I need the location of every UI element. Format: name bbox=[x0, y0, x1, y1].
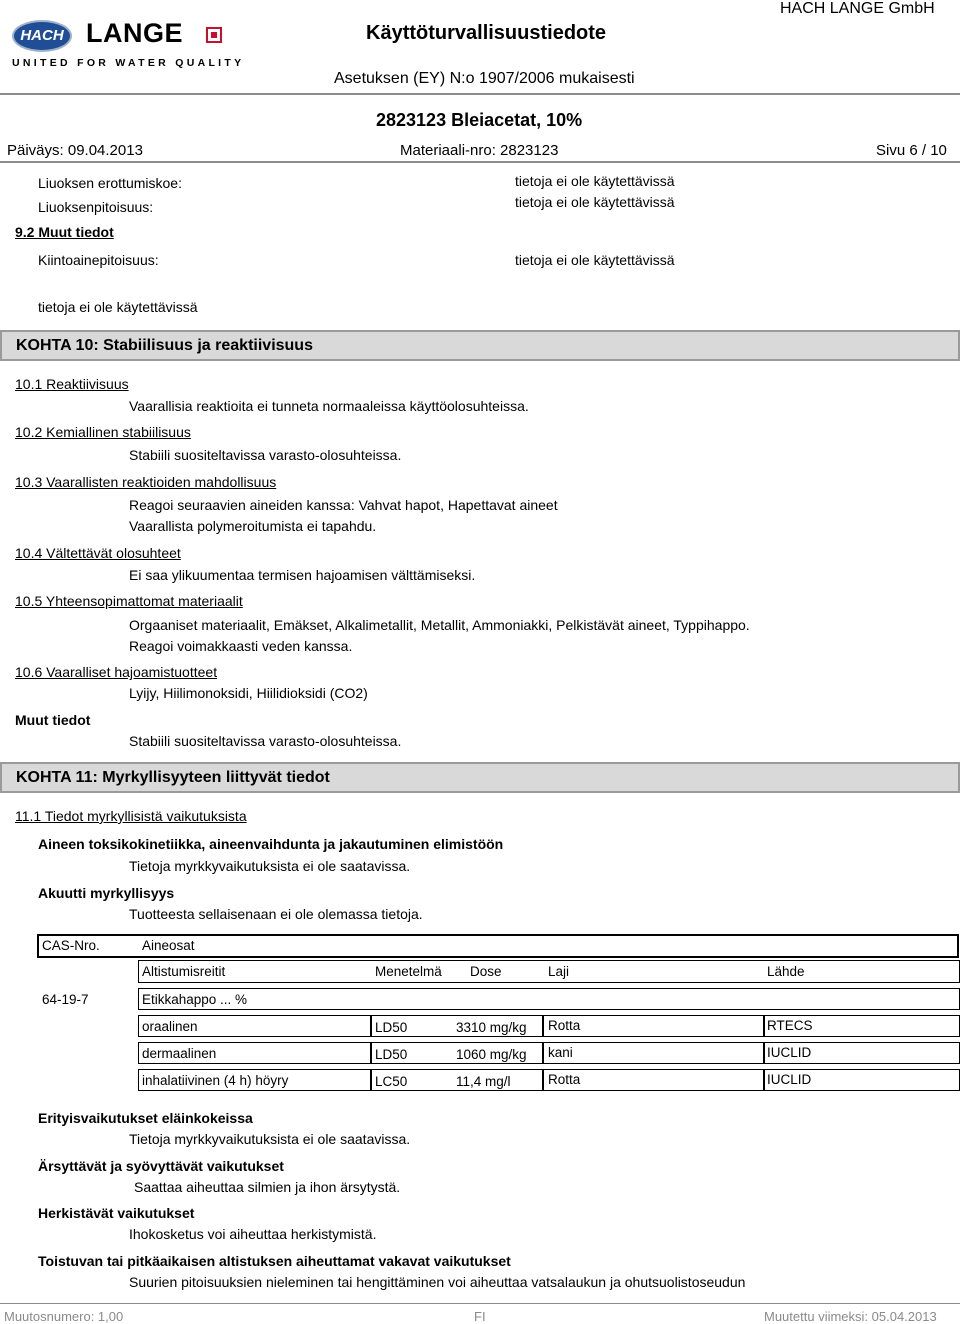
text-10-3a: Reagoi seuraavien aineiden kanssa: Vahvat hapot, Hapettavat aineet bbox=[129, 497, 558, 513]
hach-logo: HACH bbox=[12, 20, 72, 52]
text-10-1: Vaarallisia reaktioita ei tunneta normaaleissa käyttöolosuhteissa. bbox=[129, 398, 529, 414]
col-dose: Dose bbox=[470, 964, 502, 979]
lange-mark-icon bbox=[206, 27, 222, 43]
sensitizing-heading: Herkistävät vaikutukset bbox=[38, 1205, 195, 1221]
row2-species: kani bbox=[548, 1045, 573, 1060]
text-10-4: Ei saa ylikuumentaa termisen hajoamisen välttämiseksi. bbox=[129, 567, 476, 583]
special-effects-text: Tietoja myrkkyvaikutuksista ei ole saatavissa. bbox=[129, 1131, 411, 1147]
footer-divider bbox=[0, 1303, 960, 1304]
row1-dose: 3310 mg/kg bbox=[456, 1020, 527, 1035]
heading-10-2: 10.2 Kemiallinen stabiilisuus bbox=[15, 424, 191, 440]
regulation: Asetuksen (EY) N:o 1907/2006 mukaisesti bbox=[334, 70, 635, 87]
other-info-label: Muut tiedot bbox=[15, 712, 91, 728]
acute-text: Tuotteesta sellaisenaan ei ole olemassa tietoja. bbox=[129, 906, 423, 922]
row2-route: dermaalinen bbox=[142, 1046, 217, 1061]
special-effects-heading: Erityisvaikutukset eläinkokeissa bbox=[38, 1110, 253, 1126]
row1-method: LD50 bbox=[375, 1020, 408, 1035]
section11-title: KOHTA 11: Myrkyllisyyteen liittyvät tiedot bbox=[16, 769, 330, 786]
repeated-exposure-heading: Toistuvan tai pitkäaikaisen altistuksen aiheuttamat vakavat vaikutukset bbox=[38, 1253, 511, 1269]
row3-route: inhalatiivinen (4 h) höyry bbox=[142, 1073, 289, 1088]
heading-10-1: 10.1 Reaktiivisuus bbox=[15, 376, 129, 392]
date: Päiväys: 09.04.2013 bbox=[7, 142, 143, 159]
footer-revision: Muutosnumero: 1,00 bbox=[4, 1309, 124, 1324]
label-partition: Liuoksen erottumiskoe: bbox=[38, 175, 182, 191]
substance-border bbox=[138, 988, 960, 1010]
footer-language: FI bbox=[474, 1309, 486, 1324]
label-solution: Liuoksenpitoisuus: bbox=[38, 199, 154, 215]
document-title: Käyttöturvallisuustiedote bbox=[366, 22, 607, 44]
heading-10-3: 10.3 Vaarallisten reaktioiden mahdollisuus bbox=[15, 474, 277, 490]
row3-species: Rotta bbox=[548, 1072, 581, 1087]
heading-11-1: 11.1 Tiedot myrkyllisistä vaikutuksista bbox=[15, 808, 247, 824]
substance-value: Etikkahappo ... % bbox=[142, 992, 248, 1007]
page-number: Sivu 6 / 10 bbox=[876, 142, 947, 159]
col-substance: Aineosat bbox=[142, 938, 195, 953]
text-10-6: Lyijy, Hiilimonoksidi, Hiilidioksidi (CO2) bbox=[129, 685, 368, 701]
cas-value: 64-19-7 bbox=[42, 992, 89, 1007]
material-number: Materiaali-nro: 2823123 bbox=[400, 142, 559, 159]
acute-heading: Akuutti myrkyllisyys bbox=[38, 885, 175, 901]
value-solution: tietoja ei ole käytettävissä bbox=[515, 194, 675, 210]
text-10-5a: Orgaaniset materiaalit, Emäkset, Alkalimetallit, Metallit, Ammoniakki, Pelkistävät aineet, Typpihappo. bbox=[129, 617, 750, 633]
other-info-heading: 9.2 Muut tiedot bbox=[15, 224, 114, 240]
repeated-exposure-text: Suurien pitoisuuksien nieleminen tai hengittäminen voi aiheuttaa vatsalaukun ja ohutsuolistoseudun bbox=[129, 1274, 746, 1290]
toxicokinetics-heading: Aineen toksikokinetiikka, aineenvaihdunta ja jakautuminen elimistöön bbox=[38, 836, 504, 852]
table-cell-border bbox=[543, 1042, 764, 1064]
section9-note: tietoja ei ole käytettävissä bbox=[38, 299, 198, 315]
row3-source: IUCLID bbox=[767, 1072, 812, 1087]
heading-10-5: 10.5 Yhteensopimattomat materiaalit bbox=[15, 593, 243, 609]
text-10-3b: Vaarallista polymeroitumista ei tapahdu. bbox=[129, 518, 377, 534]
row2-source: IUCLID bbox=[767, 1045, 812, 1060]
row2-dose: 1060 mg/kg bbox=[456, 1047, 527, 1062]
label-solids: Kiintoainepitoisuus: bbox=[38, 252, 159, 268]
text-10-2: Stabiili suositeltavissa varasto-olosuhteissa. bbox=[129, 447, 402, 463]
company-name: HACH LANGE GmbH bbox=[780, 0, 935, 17]
product-name: 2823123 Bleiacetat, 10% bbox=[376, 110, 583, 130]
section10-bar bbox=[0, 330, 960, 361]
row1-source: RTECS bbox=[767, 1018, 813, 1033]
irritant-heading: Ärsyttävät ja syövyttävät vaikutukset bbox=[38, 1158, 284, 1174]
tagline: UNITED FOR WATER QUALITY bbox=[12, 57, 245, 69]
sensitizing-text: Ihokosketus voi aiheuttaa herkistymistä. bbox=[129, 1226, 377, 1242]
heading-10-4: 10.4 Vältettävät olosuhteet bbox=[15, 545, 181, 561]
text-10-5b: Reagoi voimakkaasti veden kanssa. bbox=[129, 638, 353, 654]
value-solids: tietoja ei ole käytettävissä bbox=[515, 252, 675, 268]
section10-title: KOHTA 10: Stabiilisuus ja reaktiivisuus bbox=[16, 337, 313, 354]
heading-10-6: 10.6 Vaaralliset hajoamistuotteet bbox=[15, 664, 218, 680]
col-species: Laji bbox=[548, 964, 570, 979]
col-source: Lähde bbox=[767, 964, 805, 979]
section11-bar bbox=[0, 762, 960, 793]
other-info-text: Stabiili suositeltavissa varasto-olosuhteissa. bbox=[129, 733, 402, 749]
footer-modified: Muutettu viimeksi: 05.04.2013 bbox=[764, 1309, 937, 1324]
row1-route: oraalinen bbox=[142, 1019, 198, 1034]
row1-species: Rotta bbox=[548, 1018, 581, 1033]
row3-dose: 11,4 mg/l bbox=[456, 1074, 511, 1089]
row2-method: LD50 bbox=[375, 1047, 408, 1062]
col-cas: CAS-Nro. bbox=[42, 938, 100, 953]
col-method: Menetelmä bbox=[375, 964, 442, 979]
col-route: Altistumisreitit bbox=[142, 964, 226, 979]
irritant-text: Saattaa aiheuttaa silmien ja ihon ärsytystä. bbox=[134, 1179, 401, 1195]
value-partition: tietoja ei ole käytettävissä bbox=[515, 173, 675, 189]
toxicokinetics-text: Tietoja myrkkyvaikutuksista ei ole saatavissa. bbox=[129, 858, 411, 874]
row3-method: LC50 bbox=[375, 1074, 408, 1089]
lange-logo: LANGE bbox=[86, 18, 183, 48]
